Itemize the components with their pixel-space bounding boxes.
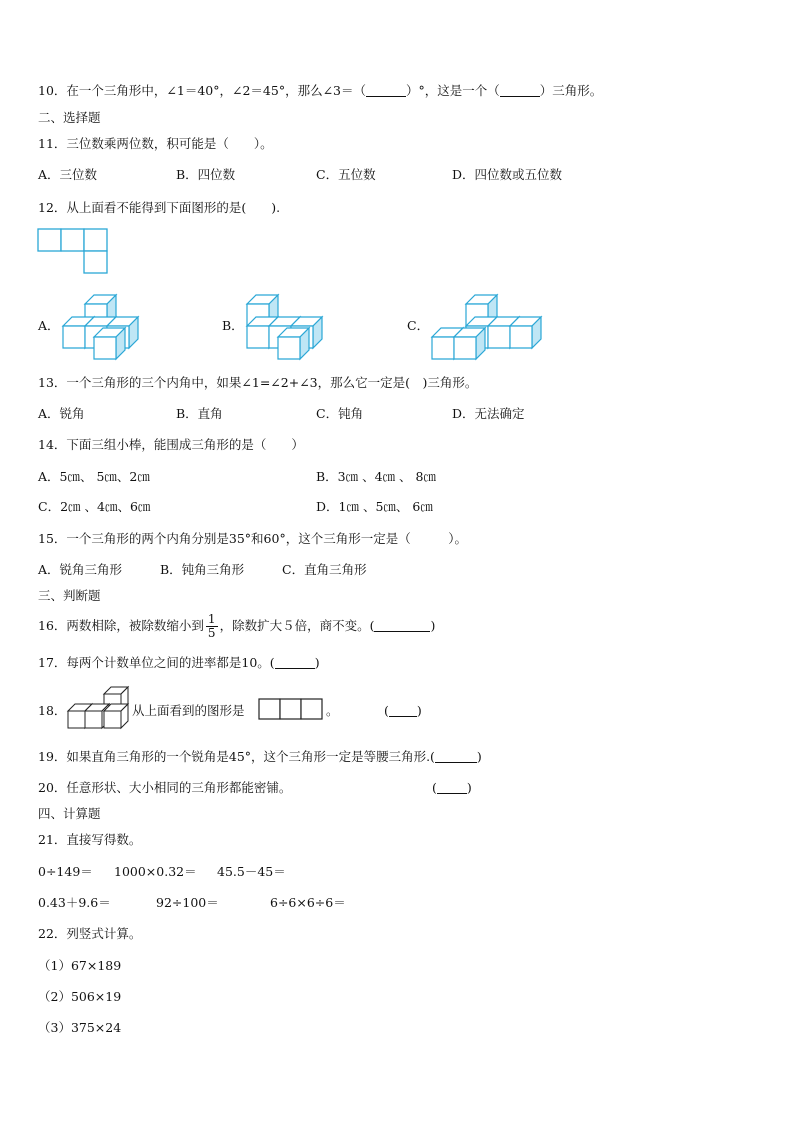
question-18-end: 。: [326, 703, 339, 718]
question-22-stem: 22．列竖式计算。: [38, 926, 142, 941]
option-a[interactable]: A．: [38, 318, 60, 333]
question-16: 16．两数相除，被除数缩小到 $\frac{1}{5}$ ，除数扩大５倍，商不变。( ): [38, 612, 436, 640]
question-20: 20．任意形状、大小相同的三角形都能密铺。: [38, 780, 292, 795]
option-a[interactable]: A．三位数: [38, 167, 98, 182]
question-18-answer: ( ): [384, 703, 422, 718]
question-10: 10．在一个三角形中，∠1＝40°，∠2＝45°，那么∠3＝（ ）°，这是一个（ ）三角形。: [38, 83, 603, 98]
question-14-stem: 14．下面三组小棒，能围成三角形的是（ ）: [38, 437, 304, 452]
option-a[interactable]: A．5㎝、 5㎝、2㎝: [38, 469, 150, 484]
question-18-number: 18．: [38, 703, 67, 718]
calc-item: （2）506×19: [38, 989, 122, 1004]
question-19: 19．如果直角三角形的一个锐角是45°，这个三角形一定是等腰三角形.( ): [38, 749, 482, 764]
cube-face: [85, 711, 102, 728]
option-a[interactable]: A．锐角: [38, 406, 85, 421]
section-heading: 二、选择题: [38, 110, 101, 125]
option-b[interactable]: B．四位数: [176, 167, 236, 182]
question-11-stem: 11．三位数乘两位数，积可能是（ ）。: [38, 136, 273, 151]
option-b[interactable]: B．: [222, 318, 244, 333]
calc-item: 6÷6×6÷6＝: [270, 895, 346, 910]
cube-figure-b[interactable]: [244, 292, 344, 362]
option-c[interactable]: C．2㎝ 、4㎝、6㎝: [38, 499, 151, 514]
option-a[interactable]: A．锐角三角形: [38, 562, 123, 577]
cube-figure-c[interactable]: [430, 292, 560, 362]
cube-face: [63, 326, 85, 348]
calc-item: 92÷100＝: [156, 895, 219, 910]
cube-face: [247, 326, 269, 348]
option-d[interactable]: D．四位数或五位数: [452, 167, 563, 182]
cube-figure-a[interactable]: [60, 292, 160, 362]
cube-face: [454, 337, 476, 359]
cube-face: [510, 326, 532, 348]
answer-blank[interactable]: [374, 619, 430, 632]
cube-face: [488, 326, 510, 348]
option-c[interactable]: C．: [407, 318, 430, 333]
question-20-answer: ( ): [432, 780, 472, 795]
option-c[interactable]: C．钝角: [316, 406, 364, 421]
section-heading: 三、判断题: [38, 588, 101, 603]
question-21-stem: 21．直接写得数。: [38, 832, 142, 847]
calc-item: （1）67×189: [38, 958, 122, 973]
question-18-text: 从上面看到的图形是: [132, 703, 245, 718]
question-15-stem: 15．一个三角形的两个内角分别是35°和60°，这个三角形一定是（ ）。: [38, 531, 467, 546]
answer-blank[interactable]: [366, 84, 406, 97]
top-view-figure: [258, 698, 324, 722]
answer-blank[interactable]: [389, 704, 417, 717]
cube-figure-q18: [66, 686, 132, 736]
question-13-stem: 13．一个三角形的三个内角中，如果∠1=∠2+∠3，那么它一定是( )三角形。: [38, 375, 478, 390]
cube-face: [432, 337, 454, 359]
fraction: $\frac{1}{5}$: [207, 612, 216, 640]
cube-face: [68, 711, 85, 728]
top-view-figure: [37, 228, 109, 276]
option-d[interactable]: D．1㎝ 、5㎝、 6㎝: [316, 499, 433, 514]
cube-face: [278, 337, 300, 359]
cube-face: [104, 711, 121, 728]
option-b[interactable]: B．钝角三角形: [160, 562, 245, 577]
cube-face: [94, 337, 116, 359]
calc-item: 1000×0.32＝: [114, 864, 197, 879]
calc-item: 0÷149＝: [38, 864, 93, 879]
calc-item: 45.5－45＝: [217, 864, 286, 879]
option-c[interactable]: C．五位数: [316, 167, 376, 182]
answer-blank[interactable]: [275, 656, 315, 669]
option-b[interactable]: B．3㎝ 、4㎝ 、 8㎝: [316, 469, 436, 484]
option-c[interactable]: C．直角三角形: [282, 562, 367, 577]
section-heading: 四、计算题: [38, 806, 101, 821]
option-d[interactable]: D．无法确定: [452, 406, 525, 421]
option-b[interactable]: B．直角: [176, 406, 223, 421]
calc-item: 0.43＋9.6＝: [38, 895, 111, 910]
calc-item: （3）375×24: [38, 1020, 122, 1035]
answer-blank[interactable]: [437, 781, 467, 794]
question-17: 17．每两个计数单位之间的进率都是10。( ): [38, 655, 320, 670]
question-12-stem: 12．从上面看不能得到下面图形的是( ).: [38, 200, 281, 215]
answer-blank[interactable]: [500, 84, 540, 97]
answer-blank[interactable]: [435, 750, 477, 763]
